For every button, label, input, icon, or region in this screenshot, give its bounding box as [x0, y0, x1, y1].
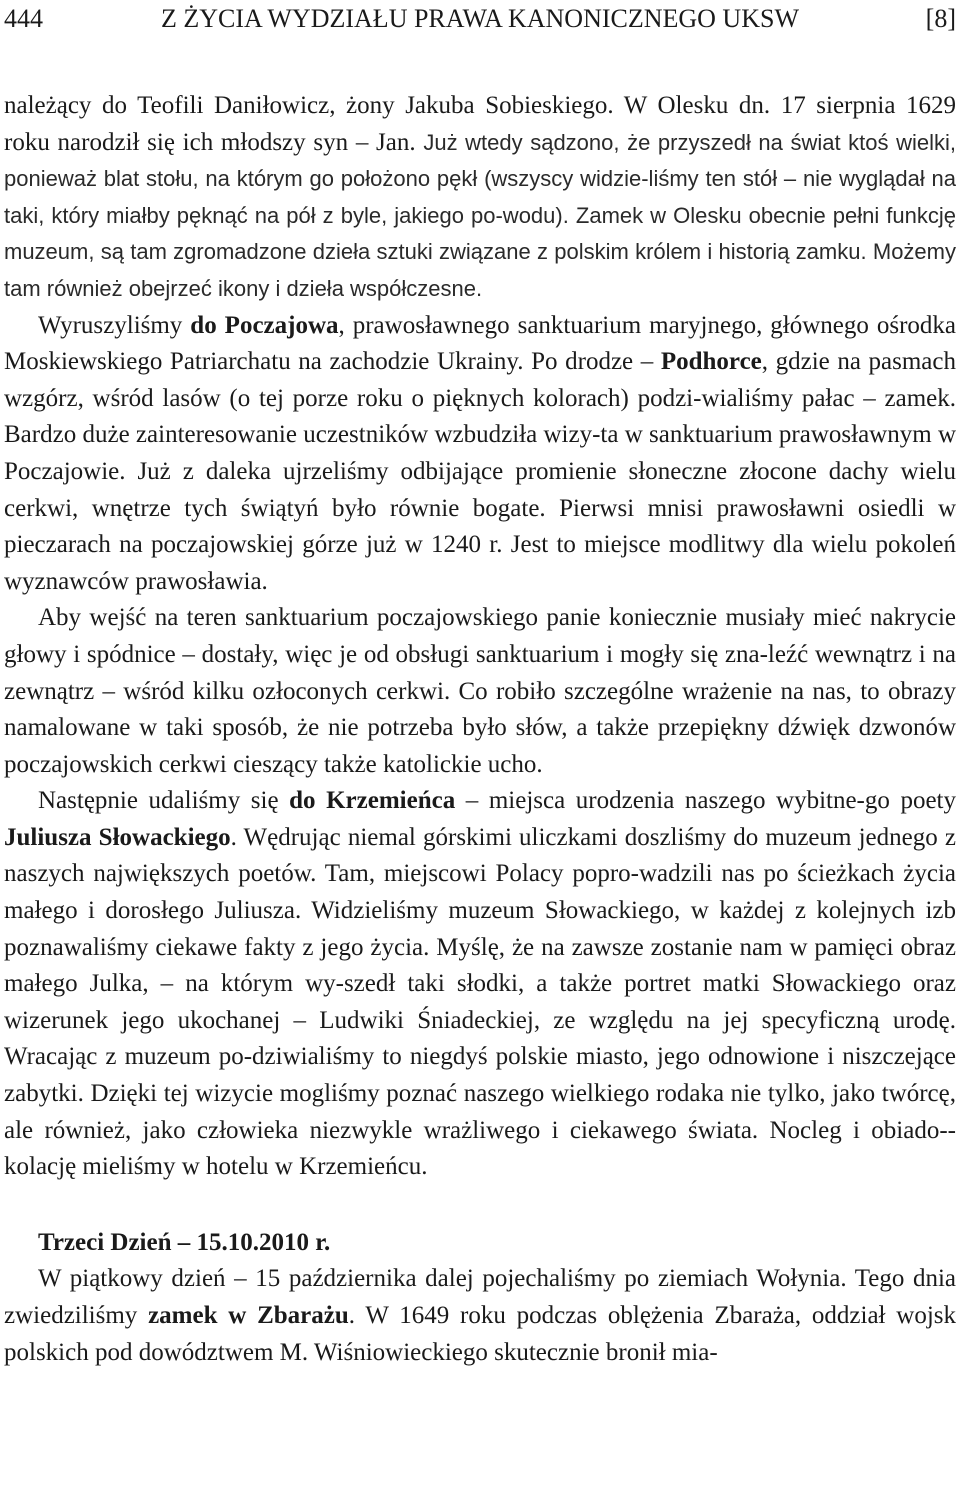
paragraph-olesko [4, 88, 956, 308]
paragraph-text: . W 1649 roku podczas oblężenia Zbaraża, oddział wojsk polskich pod dowództwem M. Wiśniowieckiego skutecznie bronił mia- [4, 1302, 956, 1366]
paragraph-text: , prawosławnego sanktuarium maryjnego, głównego ośrodka Moskiewskiego Patriarchatu na zachodzie Ukrainy. Po drodze – [4, 311, 957, 376]
paragraph-text: – miejsca urodzenia naszego wybitne-go poety [455, 787, 957, 815]
day-heading: Trzeci Dzień – 15.10.2010 r. [38, 1228, 331, 1256]
section-number: [8] [925, 4, 956, 33]
paragraph-sanctuary: Aby wejść na teren sanktuarium poczajowskiego panie koniecznie musiały mieć nakrycie głowy i spódnice – dostały, więc je od obsługi sanktuarium i mogły się zna-leźć wewnątrz i na zewnątrz – wśród kilku ozłoconych cerkwi. Co robiło szczególne wrażenie na nas, to obrazy namalowane w taki sposób, że nie potrzeba było słów, a także przepiękny dźwięk dzwonów poczajowskich cerkwi cieszący także katolickie ucho. [4, 604, 956, 778]
paragraph-text: Wyruszyliśmy [38, 311, 191, 339]
running-header [4, 0, 956, 38]
paragraph-text: W piątkowy dzień – 15 października dalej pojechaliśmy po ziemiach Wołynia. Tego dnia zwiedziliśmy [4, 1265, 956, 1329]
running-title: Z ŻYCIA WYDZIAŁU PRAWA KANONICZNEGO UKSW [160, 4, 799, 33]
page-number: 444 [4, 4, 43, 33]
paragraph-text: . Wędrując niemal górskimi uliczkami doszliśmy do muzeum jednego z naszych największych poetów. Tam, miejscowi Polacy popro-wadzili nas po ścieżkach życia małego i dorosłego Juliusza. Widzieliśmy muzeum Słowackiego, w każdej z kolejnych izb poznawaliśmy ciekawe fakty z jego życia. Myślę, że na zawsze zostanie nam w pamięci obraz małego Julka, – na którym wy-szedł taki słodki, a także portret matki Słowackiego oraz wizerunek jego ukochanej – Ludwiki Śniadeckiej, ze względu na jej specyficzną urodę. Wracając z muzeum po-dziwialiśmy to niegdyś polskie miasto, jego odnowione i niszczejące zabytki. Dzięki tej wizycie mogliśmy poznać naszego wielkiego rodaka nie tylko, jako twórcę, ale również, jako człowieka niezwykle wrażliwego i ciekawego świata. Nocleg i obiado-kolację mieliśmy w hotelu w Krzemieńcu. [4, 823, 956, 1181]
paragraph-text-sans: Już wtedy sądzono, że przyszedł na świat ktoś wielki, ponieważ blat stołu, na którym go położono pękł (wszyscy widzie-liśmy ten stół – nie wyglądał na taki, który miałby pęknąć na pół z byle, jakiego po-wodu). Zamek w Olesku obecnie pełni funkcję muzeum, są tam zgromadzone dzieła sztuki związane z polskim królem i historią zamku. Możemy tam również obejrzeć ikony i dzieła współczesne. [4, 129, 956, 301]
paragraph-krzemieniec [4, 783, 956, 1186]
bold-place-zbaraz: zamek w Zbarażu [148, 1302, 349, 1329]
paragraph-text: należący do Teofili Daniłowicz, żony Jakuba Sobieskiego. W Olesku dn. 17 sierpnia 1629 roku narodził się ich młodszy syn – Jan. [4, 92, 956, 156]
body-text [4, 88, 956, 1371]
section-gap [4, 1186, 956, 1225]
bold-place-krzemieniec: do Krzemieńca [289, 787, 456, 815]
paragraph-text: , gdzie na pasmach wzgórz, wśród lasów (o tej porze roku o pięknych kolorach) podzi-wialiśmy pałac – zamek. Bardzo duże zainteresowanie uczestników wzbudziła wizy-ta w sanktuarium prawosławnym w Poczajowie. Już z daleka ujrzeliśmy odbijające promienie słoneczne złocone dachy wielu cerkwi, wnętrze tych świątyń było równie bogate. Pierwsi mnisi prawosławni osiedli w pieczarach na poczajowskiej górze już w 1240 r. Jest to miejsce modlitwy dla wielu pokoleń wyznawców prawosławia. [4, 348, 956, 595]
paragraph-poczajow [4, 308, 956, 601]
paragraph-text: Następnie udaliśmy się [38, 787, 290, 815]
bold-place-podhorce: Podhorce [660, 348, 762, 376]
bold-poet-name: Juliusza Słowackiego [4, 823, 231, 851]
bold-place-poczajow: do Poczajowa [190, 311, 339, 339]
paragraph-zbaraz [4, 1261, 956, 1371]
